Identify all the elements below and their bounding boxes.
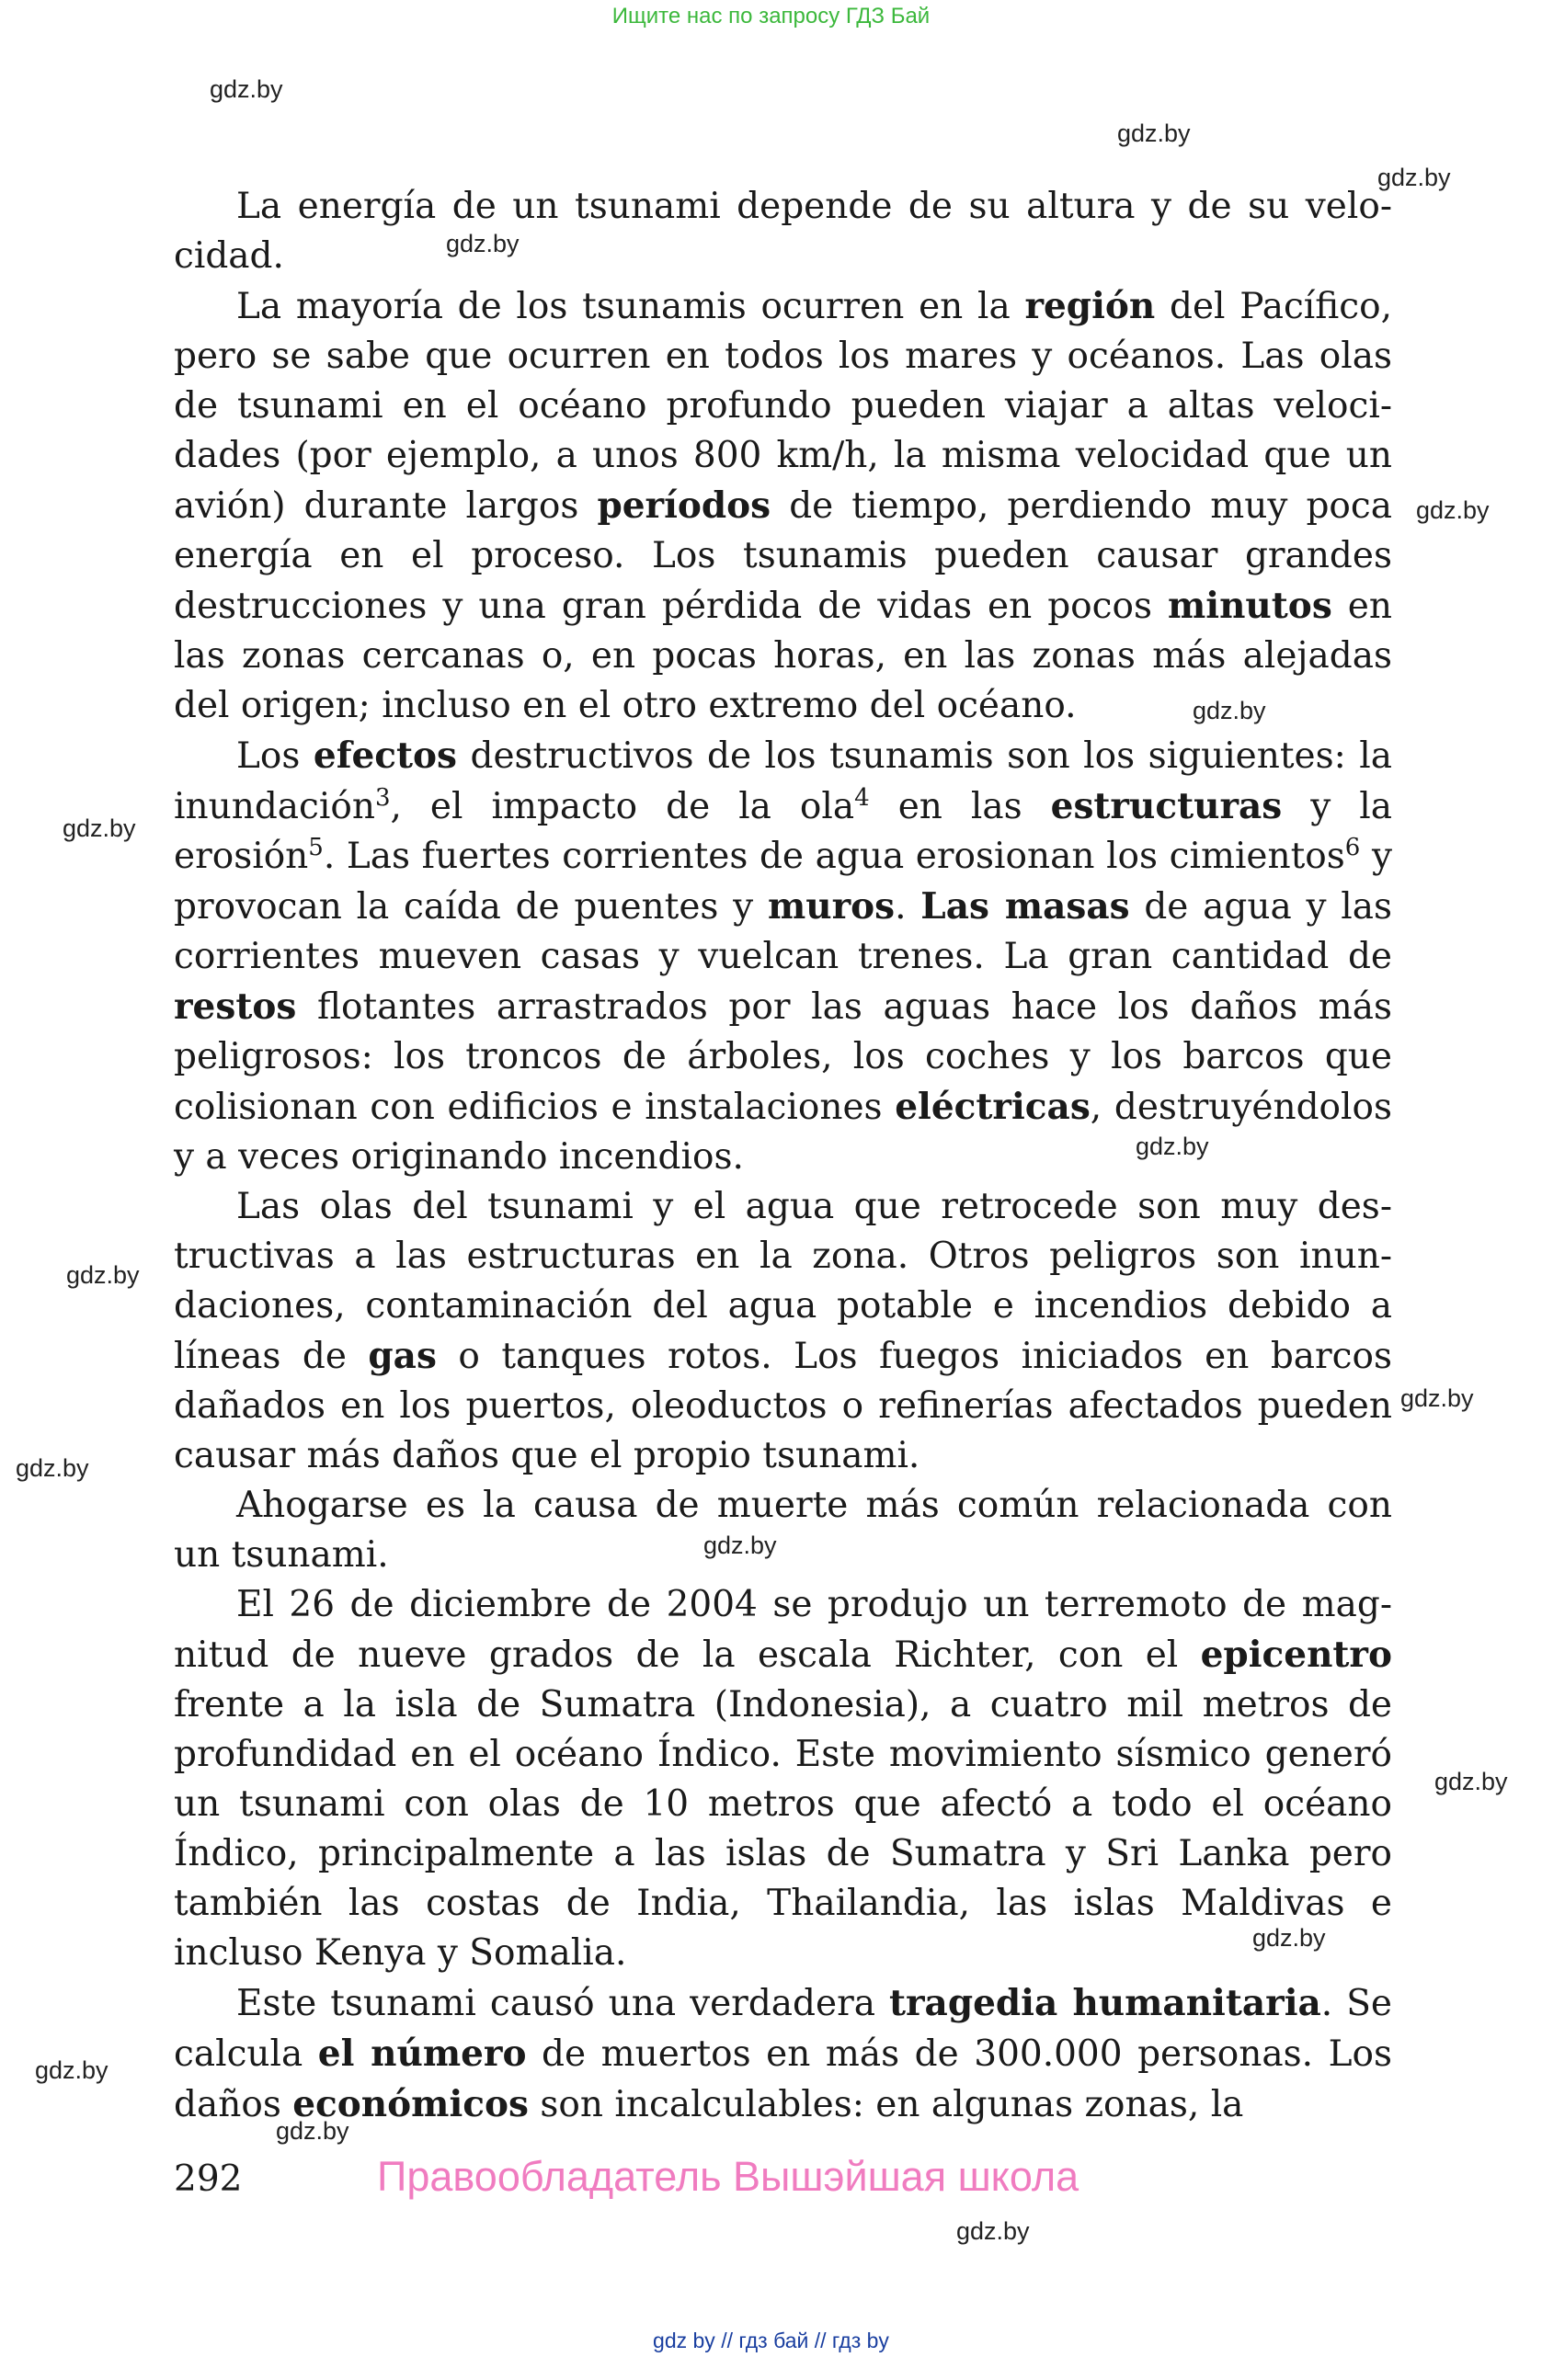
footnote-ref: 4 — [854, 784, 870, 812]
text-run: El 26 de diciembre de 2004 se produjo un terremoto de magnitud de nueve grados de la escala Richter, con el — [174, 1584, 1392, 1676]
watermark: gdz.by — [1400, 1384, 1474, 1412]
text-run: destructivos de los tsunamis son los siguientes: la inundación — [174, 735, 1392, 827]
text-run: frente a la isla de Sumatra (Indonesia), a cuatro mil metros de profundidad en el océano Índico. Este movimiento sísmico generó un tsunami con olas de 10 metros que afectó a todo el océano Índico, principalmente a las islas de Sumatra y Sri Lanka pero también las costas de India, Thailandia, las islas Maldivas e incluso Kenya y Somalia. — [174, 1684, 1392, 1974]
text-run: en las — [869, 786, 1051, 827]
watermark: gdz.by — [1117, 120, 1191, 147]
bold-term: región — [1024, 285, 1156, 327]
text-run: Las olas del tsunami y el agua que retrocede son muy destructivas a las estructuras en la zona. Otros peligros son inundaciones, contaminación del agua potable e incendios debido a líneas de — [174, 1186, 1392, 1377]
text-run: Este tsunami causó una verdadera — [236, 1983, 889, 2024]
watermark: gdz.by — [1434, 1768, 1508, 1795]
bold-term: Las masas — [920, 885, 1130, 928]
paragraph — [174, 1580, 1392, 1978]
watermark: gdz.by — [210, 75, 283, 103]
bold-term: eléctricas — [895, 1086, 1091, 1128]
watermark: gdz.by — [446, 230, 520, 257]
watermark: gdz.by — [63, 814, 136, 842]
copyright-notice: Правообладатель Вышэйшая школа — [377, 2153, 1079, 2200]
bold-term: minutos — [1168, 585, 1332, 627]
bold-term: gas — [368, 1335, 437, 1377]
watermark: gdz.by — [35, 2056, 109, 2084]
watermark: gdz.by — [276, 2117, 349, 2145]
bold-term: períodos — [597, 484, 771, 527]
paragraph — [174, 1481, 1392, 1580]
footer-links[interactable]: gdz by // гдз бай // гдз by — [653, 2329, 889, 2352]
top-banner[interactable]: Ищите нас по запросу ГДЗ Бай — [611, 4, 931, 28]
text-run: Ahogarse es la causa de muerte más común relacionada con un tsunami. — [174, 1485, 1392, 1576]
page-number: 292 — [174, 2158, 243, 2200]
paragraph — [174, 1978, 1392, 2130]
paragraph — [174, 1182, 1392, 1481]
text-run: Los — [236, 735, 314, 777]
text-run: . Las fuertes corrientes de agua erosionan los cimientos — [323, 836, 1345, 877]
bold-term: muros — [767, 885, 896, 928]
text-run: , destruyéndolos y a veces originando incendios. — [174, 1087, 1392, 1178]
text-run: . Se calcula — [174, 1983, 1392, 2075]
watermark: gdz.by — [1416, 496, 1490, 524]
watermark: gdz.by — [956, 2217, 1030, 2245]
watermark: gdz.by — [1193, 697, 1266, 724]
bold-term: restos — [174, 985, 297, 1028]
text-body — [174, 182, 1392, 2130]
text-run: en las zonas cercanas o, en pocas horas, en las zonas más alejadas del origen; incluso en el otro extremo del océano. — [174, 586, 1392, 726]
paragraph — [174, 281, 1392, 731]
text-run: de tiempo, perdiendo muy poca energía en el proceso. Los tsunamis pueden causar grandes destrucciones y una gran pérdida de vidas en pocos — [174, 485, 1392, 627]
paragraph — [174, 182, 1392, 281]
bold-term: económicos — [292, 2083, 529, 2125]
text-run: y la erosión — [174, 786, 1392, 877]
watermark: gdz.by — [1377, 164, 1451, 191]
text-run: del Pacífico, pero se sabe que ocurren en todos los mares y océanos. Las olas de tsunami en el océano profundo pueden viajar a altas velocidades (por ejemplo, a unos 800 km/h, la misma velocidad que un avión) durante largos — [174, 286, 1392, 527]
bold-term: epicentro — [1200, 1634, 1392, 1676]
watermark: gdz.by — [703, 1532, 777, 1559]
text-run: La mayoría de los tsunamis ocurren en la — [236, 286, 1025, 327]
text-run: . — [895, 886, 921, 928]
text-run: son incalculables: en algunas zonas, la — [528, 2084, 1244, 2125]
bold-term: tragedia humanitaria — [889, 1982, 1321, 2024]
watermark: gdz.by — [1136, 1133, 1209, 1160]
footnote-ref: 6 — [1344, 834, 1361, 861]
text-run: , el impacto de la ola — [390, 786, 855, 827]
text-run: o tanques rotos. Los fuegos iniciados en barcos dañados en los puertos, oleoductos o refinerías afectados pueden causar más daños que el propio tsunami. — [174, 1336, 1393, 1476]
watermark: gdz.by — [1252, 1924, 1326, 1952]
bold-term: estructuras — [1050, 785, 1283, 827]
bold-term: el número — [317, 2033, 527, 2075]
text-run: de agua y las corrientes mueven casas y vuelcan trenes. La gran cantidad de — [174, 886, 1392, 977]
paragraph — [174, 731, 1392, 1182]
text-run: flotantes arrastrados por las aguas hace los daños más peligrosos: los troncos de árboles, los coches y los barcos que colisionan con edificios e instalaciones — [174, 986, 1392, 1128]
text-run: de muertos en más de 300.000 personas. Los daños — [174, 2033, 1392, 2125]
bold-term: efectos — [313, 734, 458, 777]
watermark: gdz.by — [66, 1261, 140, 1289]
footnote-ref: 3 — [374, 784, 391, 812]
footnote-ref: 5 — [308, 834, 324, 861]
text-run: y provocan la caída de puentes y — [174, 836, 1392, 928]
text-run: La energía de un tsunami depende de su altura y de su velocidad. — [174, 186, 1392, 277]
watermark: gdz.by — [16, 1454, 89, 1482]
